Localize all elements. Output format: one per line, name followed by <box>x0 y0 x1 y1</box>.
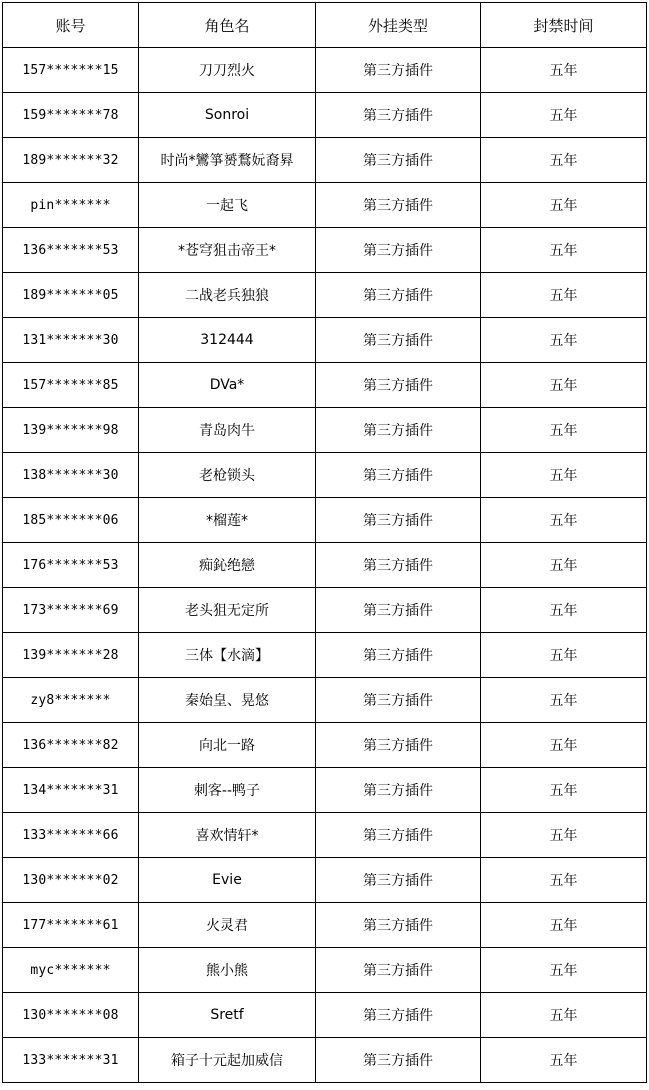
header-cheat-type: 外挂类型 <box>316 3 481 48</box>
cell-account: 176*******53 <box>3 543 139 588</box>
cell-cheat-type: 第三方插件 <box>316 723 481 768</box>
table-row <box>3 948 647 993</box>
cell-role-name: 一起飞 <box>139 183 316 228</box>
cell-ban-duration: 五年 <box>481 138 647 183</box>
cell-role-name: DVa* <box>139 363 316 408</box>
header-role-name: 角色名 <box>139 3 316 48</box>
header-ban-duration: 封禁时间 <box>481 3 647 48</box>
cell-ban-duration: 五年 <box>481 858 647 903</box>
cell-role-name: 三体【水滴】 <box>139 633 316 678</box>
cell-ban-duration: 五年 <box>481 813 647 858</box>
cell-role-name: 喜欢情轩* <box>139 813 316 858</box>
table-row <box>3 453 647 498</box>
cell-cheat-type: 第三方插件 <box>316 993 481 1038</box>
table-row <box>3 228 647 273</box>
cell-ban-duration: 五年 <box>481 228 647 273</box>
cell-role-name: 时尚*鸞箏赟鶩妧裔昪 <box>139 138 316 183</box>
cell-role-name: 312444 <box>139 318 316 363</box>
cell-ban-duration: 五年 <box>481 723 647 768</box>
cell-role-name: 老头狙无定所 <box>139 588 316 633</box>
cell-ban-duration: 五年 <box>481 588 647 633</box>
cell-cheat-type: 第三方插件 <box>316 48 481 93</box>
cell-role-name: 箱子十元起加威信 <box>139 1038 316 1083</box>
cell-role-name: 火灵君 <box>139 903 316 948</box>
cell-ban-duration: 五年 <box>481 678 647 723</box>
cell-account: 133*******31 <box>3 1038 139 1083</box>
table-row <box>3 768 647 813</box>
cell-account: 157*******15 <box>3 48 139 93</box>
cell-role-name: *苍穹狙击帝王* <box>139 228 316 273</box>
cell-ban-duration: 五年 <box>481 408 647 453</box>
cell-ban-duration: 五年 <box>481 543 647 588</box>
cell-cheat-type: 第三方插件 <box>316 543 481 588</box>
table-row <box>3 93 647 138</box>
cell-ban-duration: 五年 <box>481 1038 647 1083</box>
cell-ban-duration: 五年 <box>481 993 647 1038</box>
cell-role-name: 痴鈊绝戀 <box>139 543 316 588</box>
table-row <box>3 408 647 453</box>
cell-account: 130*******02 <box>3 858 139 903</box>
table-row <box>3 183 647 228</box>
table-row <box>3 858 647 903</box>
cell-ban-duration: 五年 <box>481 453 647 498</box>
cell-role-name: 青岛肉牛 <box>139 408 316 453</box>
cell-ban-duration: 五年 <box>481 48 647 93</box>
cell-ban-duration: 五年 <box>481 498 647 543</box>
cell-role-name: 熊小熊 <box>139 948 316 993</box>
cell-cheat-type: 第三方插件 <box>316 228 481 273</box>
cell-role-name: Sonroi <box>139 93 316 138</box>
cell-account: 139*******98 <box>3 408 139 453</box>
table-row <box>3 633 647 678</box>
cell-cheat-type: 第三方插件 <box>316 813 481 858</box>
cell-cheat-type: 第三方插件 <box>316 93 481 138</box>
table-row <box>3 903 647 948</box>
table-row <box>3 993 647 1038</box>
cell-account: 136*******82 <box>3 723 139 768</box>
cell-account: 157*******85 <box>3 363 139 408</box>
cell-cheat-type: 第三方插件 <box>316 498 481 543</box>
cell-account: 185*******06 <box>3 498 139 543</box>
cell-account: 134*******31 <box>3 768 139 813</box>
header-account: 账号 <box>3 3 139 48</box>
cell-ban-duration: 五年 <box>481 183 647 228</box>
cell-account: 173*******69 <box>3 588 139 633</box>
cell-ban-duration: 五年 <box>481 633 647 678</box>
cell-role-name: *榴莲* <box>139 498 316 543</box>
cell-cheat-type: 第三方插件 <box>316 948 481 993</box>
cell-cheat-type: 第三方插件 <box>316 678 481 723</box>
cell-account: 138*******30 <box>3 453 139 498</box>
table-row <box>3 318 647 363</box>
cell-cheat-type: 第三方插件 <box>316 453 481 498</box>
cell-ban-duration: 五年 <box>481 273 647 318</box>
table-row <box>3 1038 647 1083</box>
cell-ban-duration: 五年 <box>481 318 647 363</box>
cell-cheat-type: 第三方插件 <box>316 408 481 453</box>
cell-role-name: Evie <box>139 858 316 903</box>
cell-cheat-type: 第三方插件 <box>316 1038 481 1083</box>
cell-cheat-type: 第三方插件 <box>316 273 481 318</box>
cell-role-name: Sretf <box>139 993 316 1038</box>
cell-role-name: 刀刀烈火 <box>139 48 316 93</box>
table-row <box>3 498 647 543</box>
table-row <box>3 363 647 408</box>
ban-list-table <box>2 2 647 1083</box>
cell-role-name: 刺客--鸭子 <box>139 768 316 813</box>
cell-cheat-type: 第三方插件 <box>316 363 481 408</box>
cell-role-name: 老枪锁头 <box>139 453 316 498</box>
cell-account: pin******* <box>3 183 139 228</box>
cell-account: 133*******66 <box>3 813 139 858</box>
cell-account: 189*******32 <box>3 138 139 183</box>
table-row <box>3 543 647 588</box>
table-row <box>3 588 647 633</box>
cell-account: myc******* <box>3 948 139 993</box>
table-header-row <box>3 3 647 48</box>
cell-ban-duration: 五年 <box>481 363 647 408</box>
table-row <box>3 48 647 93</box>
table-row <box>3 678 647 723</box>
cell-role-name: 向北一路 <box>139 723 316 768</box>
cell-account: zy8******* <box>3 678 139 723</box>
cell-ban-duration: 五年 <box>481 768 647 813</box>
cell-role-name: 二战老兵独狼 <box>139 273 316 318</box>
cell-cheat-type: 第三方插件 <box>316 138 481 183</box>
table-body <box>3 48 647 1083</box>
table-row <box>3 138 647 183</box>
cell-cheat-type: 第三方插件 <box>316 183 481 228</box>
cell-account: 139*******28 <box>3 633 139 678</box>
cell-account: 131*******30 <box>3 318 139 363</box>
cell-role-name: 秦始皇、晃悠 <box>139 678 316 723</box>
table-row <box>3 813 647 858</box>
cell-account: 136*******53 <box>3 228 139 273</box>
cell-account: 130*******08 <box>3 993 139 1038</box>
cell-cheat-type: 第三方插件 <box>316 633 481 678</box>
cell-cheat-type: 第三方插件 <box>316 588 481 633</box>
cell-account: 189*******05 <box>3 273 139 318</box>
cell-ban-duration: 五年 <box>481 948 647 993</box>
cell-cheat-type: 第三方插件 <box>316 903 481 948</box>
table-row <box>3 273 647 318</box>
cell-cheat-type: 第三方插件 <box>316 768 481 813</box>
cell-account: 159*******78 <box>3 93 139 138</box>
cell-account: 177*******61 <box>3 903 139 948</box>
table-row <box>3 723 647 768</box>
cell-cheat-type: 第三方插件 <box>316 318 481 363</box>
cell-ban-duration: 五年 <box>481 903 647 948</box>
cell-ban-duration: 五年 <box>481 93 647 138</box>
cell-cheat-type: 第三方插件 <box>316 858 481 903</box>
